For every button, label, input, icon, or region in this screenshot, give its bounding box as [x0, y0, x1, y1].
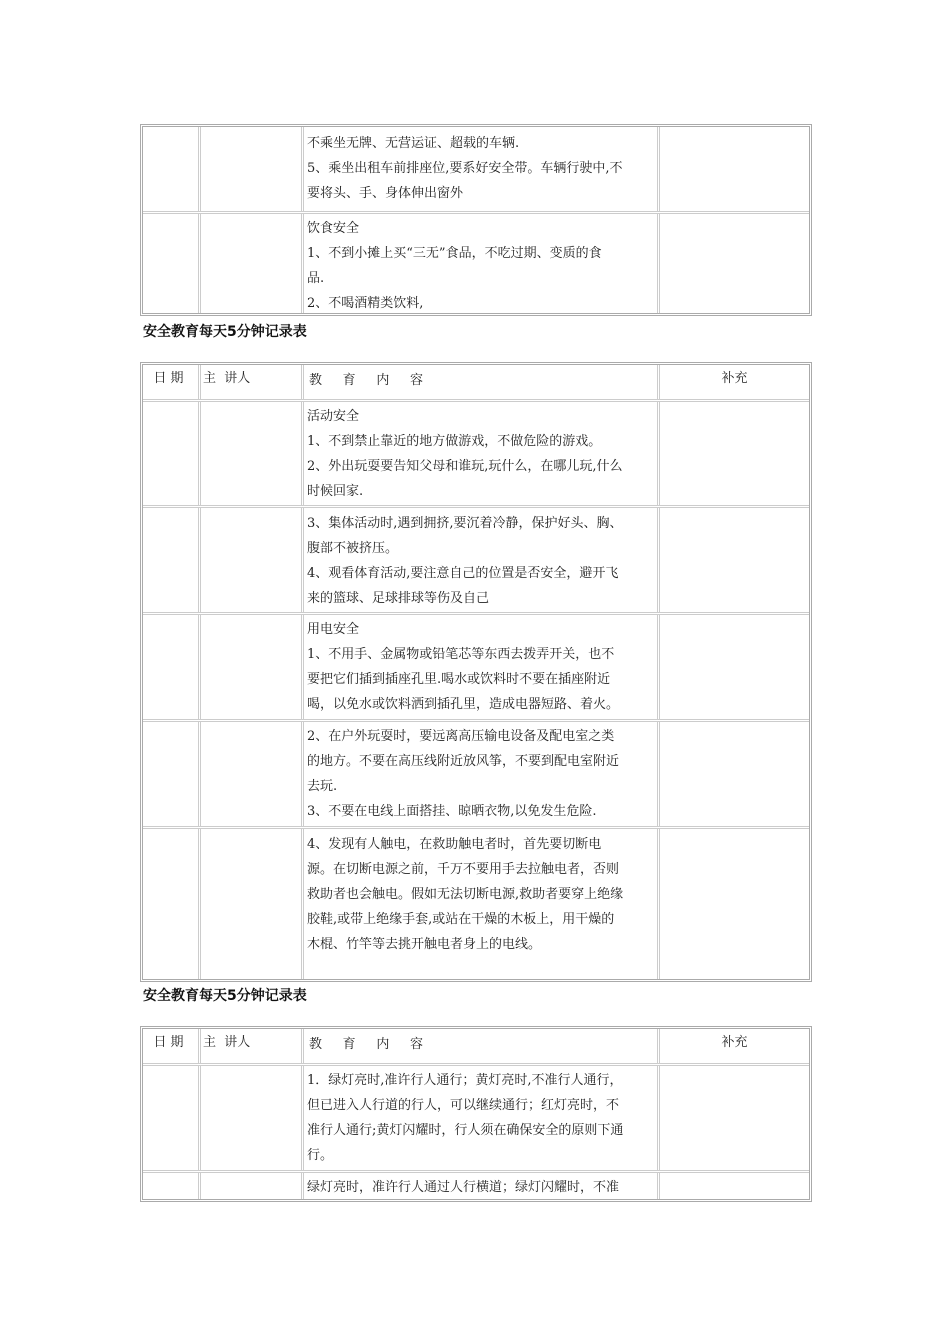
content-line: 2、在户外玩耍时，要远离高压输电设备及配电室之类 [307, 729, 615, 744]
content-line: 时候回家. [307, 484, 364, 499]
content-line: 4、观看体育活动,要注意自己的位置是否安全，避开飞 [307, 566, 619, 581]
content-line: 5、乘坐出租车前排座位,要系好安全带。车辆行驶中,不 [307, 161, 623, 176]
table-header [143, 365, 809, 399]
content-line: 木棍、竹竿等去挑开触电者身上的电线。 [307, 937, 542, 952]
table-row [143, 1063, 809, 1170]
content-cell [304, 829, 660, 979]
extra-cell [660, 1066, 809, 1170]
content-line: 去玩. [307, 779, 338, 794]
content-line: 但已进入人行道的行人，可以继续通行；红灯亮时，不 [307, 1098, 620, 1113]
extra-cell [660, 1173, 809, 1199]
table-row [143, 612, 809, 719]
content-line: 喝，以免水或饮料洒到插孔里，造成电器短路、着火。 [307, 697, 620, 712]
table-c [140, 1026, 812, 1202]
content-line: 品. [307, 271, 325, 286]
content-cell [304, 1066, 660, 1170]
content-line: 1．绿灯亮时,准许行人通行；黄灯亮时,不准行人通行， [307, 1073, 623, 1088]
content-line: 活动安全 [307, 409, 360, 424]
content-cell [304, 722, 660, 826]
date-cell [143, 127, 201, 211]
content-line: 源。在切断电源之前，千万不要用手去拉触电者，否则 [307, 862, 620, 877]
header-speaker: 主 讲人 [201, 1029, 304, 1063]
header-extra: 补充 [721, 371, 748, 386]
content-line: 饮食安全 [307, 221, 360, 236]
speaker-cell [201, 1173, 304, 1199]
header-date: 日期 [143, 1029, 201, 1063]
content-cell [304, 1173, 660, 1199]
date-cell [143, 829, 201, 979]
content-cell [304, 508, 660, 612]
content-line: 2、外出玩耍要告知父母和谁玩,玩什么，在哪儿玩,什么 [307, 459, 623, 474]
content-line: 3、不要在电线上面搭挂、晾晒衣物,以免发生危险. [307, 804, 597, 819]
speaker-cell [201, 508, 304, 612]
date-cell [143, 508, 201, 612]
speaker-cell [201, 722, 304, 826]
content-line: 要把它们插到插座孔里.喝水或饮料时不要在插座附近 [307, 672, 611, 687]
table-row [143, 505, 809, 612]
header-content: 教 育 内 容 [304, 1029, 660, 1063]
content-line: 救助者也会触电。假如无法切断电源,救助者要穿上绝缘 [307, 887, 624, 902]
speaker-cell [201, 402, 304, 505]
content-line: 准行人通行;黄灯闪耀时，行人须在确保安全的原则下通 [307, 1123, 624, 1138]
speaker-cell [201, 1066, 304, 1170]
content-cell [304, 214, 660, 313]
table-row [143, 399, 809, 505]
content-cell [304, 127, 660, 211]
table-header [143, 1029, 809, 1063]
table-row [143, 127, 809, 211]
date-cell [143, 1173, 201, 1199]
section-title: 安全教育每天5分钟记录表 [143, 324, 307, 340]
extra-cell [660, 722, 809, 826]
extra-cell [660, 508, 809, 612]
table-a [140, 124, 812, 316]
date-cell [143, 402, 201, 505]
content-line: 的地方。不要在高压线附近放风筝，不要到配电室附近 [307, 754, 620, 769]
content-line: 绿灯亮时，准许行人通过人行横道；绿灯闪耀时，不准 [307, 1180, 620, 1195]
extra-cell [660, 402, 809, 505]
table-b [140, 362, 812, 982]
extra-cell [660, 127, 809, 211]
extra-cell [660, 829, 809, 979]
table-row [143, 826, 809, 979]
content-line: 2、不喝酒精类饮料, [307, 296, 424, 311]
content-cell [304, 402, 660, 505]
date-cell [143, 722, 201, 826]
content-line: 胶鞋,或带上绝缘手套,或站在干燥的木板上，用干燥的 [307, 912, 615, 927]
extra-cell [660, 615, 809, 719]
content-line: 1、不用手、金属物或铅笔芯等东西去拨弄开关，也不 [307, 647, 615, 662]
speaker-cell [201, 615, 304, 719]
content-cell [304, 615, 660, 719]
content-line: 1、不到小摊上买“三无”食品，不吃过期、变质的食 [307, 246, 602, 261]
content-line: 4、发现有人触电，在救助触电者时，首先要切断电 [307, 837, 602, 852]
content-line: 1、不到禁止靠近的地方做游戏，不做危险的游戏。 [307, 434, 602, 449]
table-row [143, 1170, 809, 1199]
date-cell [143, 615, 201, 719]
content-line: 行。 [307, 1148, 334, 1163]
speaker-cell [201, 829, 304, 979]
date-cell [143, 214, 201, 313]
content-line: 用电安全 [307, 622, 360, 637]
content-line: 来的篮球、足球排球等伤及自己 [307, 591, 490, 606]
content-line: 3、集体活动时,遇到拥挤,要沉着冷静，保护好头、胸、 [307, 516, 623, 531]
table-row [143, 211, 809, 313]
content-line: 要将头、手、身体伸出窗外 [307, 186, 464, 201]
content-line: 腹部不被挤压。 [307, 541, 399, 556]
speaker-cell [201, 214, 304, 313]
table-row [143, 719, 809, 826]
header-content: 教 育 内 容 [304, 365, 660, 399]
content-line: 不乘坐无牌、无营运证、超载的车辆. [307, 136, 520, 151]
speaker-cell [201, 127, 304, 211]
header-speaker: 主 讲人 [201, 365, 304, 399]
date-cell [143, 1066, 201, 1170]
header-extra: 补充 [721, 1035, 748, 1050]
extra-cell [660, 214, 809, 313]
header-date: 日期 [143, 365, 201, 399]
section-title: 安全教育每天5分钟记录表 [143, 988, 307, 1004]
